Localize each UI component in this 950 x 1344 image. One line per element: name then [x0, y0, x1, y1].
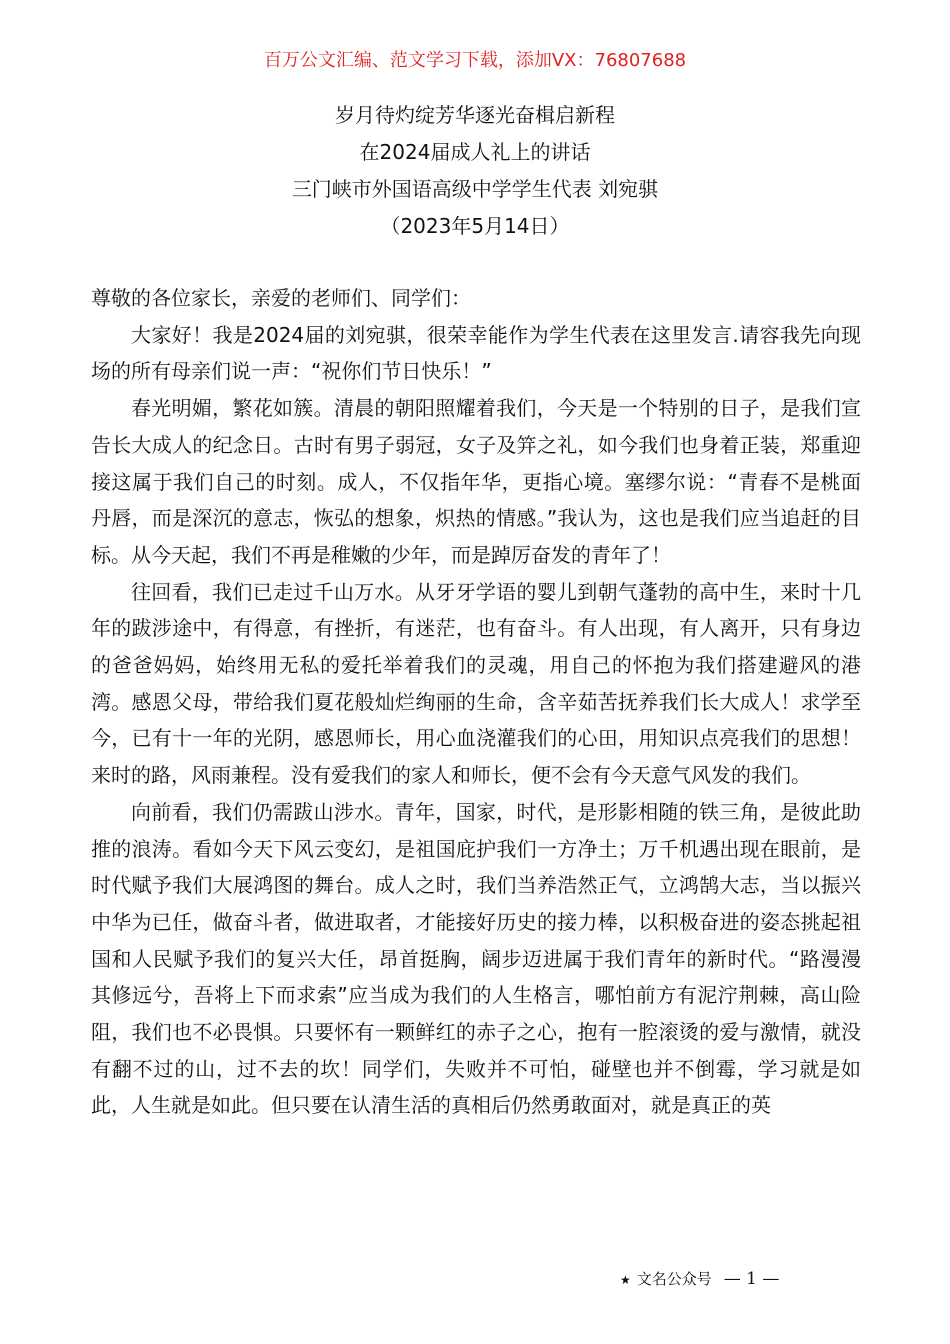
star-icon: ★	[620, 1273, 631, 1287]
paragraph: 春光明媚，繁花如簇。清晨的朝阳照耀着我们，今天是一个特别的日子，是我们宣告长大成人的纪念日。古时有男子弱冠，女子及笄之礼，如今我们也身着正装，郑重迎接这属于我们自己的时刻。成人，不仅指年华，更指心境。塞缪尔说：“青春不是桃面丹唇，而是深沉的意志，恢弘的想象，炽热的情感。”我认为，这也是我们应当追赶的目标。从今天起，我们不再是稚嫩的少年，而是踔厉奋发的青年了！	[91, 396, 861, 567]
speech-body	[91, 280, 861, 1124]
page-number: — 1 —	[723, 1269, 780, 1289]
salutation: 尊敬的各位家长，亲爱的老师们、同学们：	[91, 286, 471, 310]
footer-source: 文名公众号	[636, 1270, 712, 1288]
paragraph: 大家好！我是2024届的刘宛骐，很荣幸能作为学生代表在这里发言.请容我先向现场的所有母亲们说一声：“祝你们节日快乐！”	[91, 322, 861, 384]
speaker-line: 三门峡市外国语高级中学学生代表 刘宛骐	[291, 177, 659, 201]
speech-date: （2023年5月14日）	[380, 214, 570, 238]
paragraph: 往回看，我们已走过千山万水。从牙牙学语的婴儿到朝气蓬勃的高中生，来时十几年的跋涉途中，有得意，有挫折，有迷茫，也有奋斗。有人出现，有人离开，只有身边的爸爸妈妈，始终用无私的爱托举着我们的灵魂，用自己的怀抱为我们搭建避风的港湾。感恩父母，带给我们夏花般灿烂绚丽的生命，含辛茹苦抚养我们长大成人！求学至今，已有十一年的光阴，感恩师长，用心血浇灌我们的心田，用知识点亮我们的思想！来时的路，风雨兼程。没有爱我们的家人和师长，便不会有今天意气风发的我们。	[91, 579, 861, 788]
paragraph: 向前看，我们仍需跋山涉水。青年，国家，时代，是形影相随的铁三角，是彼此助推的浪涛。看如今天下风云变幻，是祖国庇护我们一方净土；万千机遇出现在眼前，是时代赋予我们大展鸿图的舞台。成人之时，我们当养浩然正气，立鸿鹄大志，当以振兴中华为已任，做奋斗者，做进取者，才能接好历史的接力棒，以积极奋进的姿态挑起祖国和人民赋予我们的复兴大任，昂首挺胸，阔步迈进属于我们青年的新时代。“路漫漫其修远兮，吾将上下而求索”应当成为我们的人生格言，哪怕前方有泥泞荆棘，高山险阻，我们也不必畏惧。只要怀有一颗鲜红的赤子之心，抱有一腔滚烫的爱与激情，就没有翻不过的山，过不去的坎！同学们，失败并不可怕，碰壁也并不倒霉，学习就是如此，人生就是如此。但只要在认清生活的真相后仍然勇敢面对，就是真正的英	[91, 799, 861, 1118]
title-block	[0, 97, 950, 245]
promo-header: 百万公文汇编、范文学习下载，添加VX：76807688	[263, 50, 687, 71]
speech-subtitle: 在2024届成人礼上的讲话	[359, 140, 591, 164]
page-footer	[620, 1268, 779, 1291]
speech-title: 岁月待灼绽芳华逐光奋楫启新程	[335, 103, 615, 127]
